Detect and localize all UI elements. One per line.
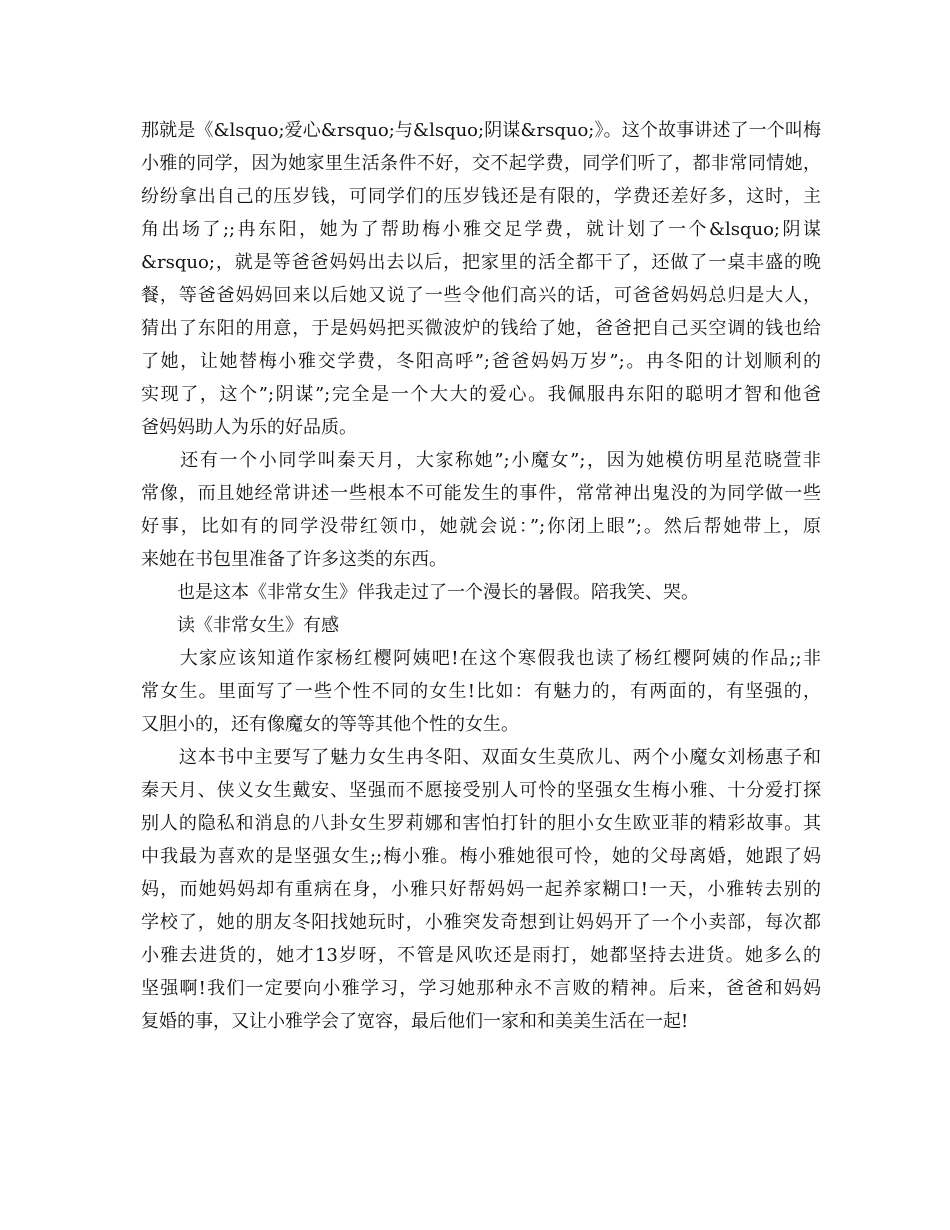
document-body bbox=[141, 114, 821, 1038]
text-line: 又胆小的，还有像魔女的等等其他个性的女生。 bbox=[141, 714, 519, 735]
text-line: 猜出了东阳的用意，于是妈妈把买微波炉的钱给了她，爸爸把自己买空调的钱也给 bbox=[141, 318, 821, 339]
text-line: 小雅的同学，因为她家里生活条件不好，交不起学费，同学们听了，都非常同情她， bbox=[141, 153, 821, 174]
text-line: 常女生。里面写了一些个性不同的女生!比如：有魅力的，有两面的，有坚强的， bbox=[141, 681, 821, 702]
text-line: 别人的隐私和消息的八卦女生罗莉娜和害怕打针的胆小女生欧亚菲的精彩故事。其 bbox=[141, 813, 821, 834]
text-line: 大家应该知道作家杨红樱阿姨吧!在这个寒假我也读了杨红樱阿姨的作品;;非 bbox=[141, 648, 821, 669]
text-line: 实现了，这个”;阴谋”;完全是一个大大的爱心。我佩服冉东阳的聪明才智和他爸 bbox=[141, 384, 821, 405]
text-line: 秦天月、侠义女生戴安、坚强而不愿接受别人可怜的坚强女生梅小雅、十分爱打探 bbox=[141, 780, 821, 801]
text-line: 复婚的事，又让小雅学会了宽容，最后他们一家和和美美生活在一起! bbox=[141, 1011, 689, 1032]
text-line: 小雅去进货的，她才13岁呀，不管是风吹还是雨打，她都坚持去进货。她多么的 bbox=[141, 945, 821, 966]
text-line: 这本书中主要写了魅力女生冉冬阳、双面女生莫欣儿、两个小魔女刘杨惠子和 bbox=[141, 747, 821, 768]
text-line: 来她在书包里准备了许多这类的东西。 bbox=[141, 549, 447, 570]
text-line: 那就是《&lsquo;爱心&rsquo;与&lsquo;阴谋&rsquo;》。这个故事讲述了一个叫梅 bbox=[141, 120, 821, 141]
text-line: 也是这本《非常女生》伴我走过了一个漫长的暑假。陪我笑、哭。 bbox=[141, 582, 699, 603]
text-line: 还有一个小同学叫秦天月，大家称她”;小魔女”;，因为她模仿明星范晓萱非 bbox=[141, 450, 821, 471]
text-line: 纷纷拿出自己的压岁钱，可同学们的压岁钱还是有限的，学费还差好多，这时，主 bbox=[141, 186, 821, 207]
text-line: 餐，等爸爸妈妈回来以后她又说了一些令他们高兴的话，可爸爸妈妈总归是大人， bbox=[141, 285, 821, 306]
text-line: 了她，让她替梅小雅交学费，冬阳高呼”;爸爸妈妈万岁”;。冉冬阳的计划顺利的 bbox=[141, 351, 821, 372]
text-line: &rsquo;，就是等爸爸妈妈出去以后，把家里的活全都干了，还做了一桌丰盛的晚 bbox=[141, 252, 821, 273]
section-heading: 读《非常女生》有感 bbox=[141, 615, 339, 636]
text-line: 角出场了;;冉东阳，她为了帮助梅小雅交足学费，就计划了一个&lsquo;阴谋 bbox=[141, 219, 821, 240]
text-line: 妈，而她妈妈却有重病在身，小雅只好帮妈妈一起养家糊口!一天，小雅转去别的 bbox=[141, 879, 821, 900]
text-line: 中我最为喜欢的是坚强女生;;梅小雅。梅小雅她很可怜，她的父母离婚，她跟了妈 bbox=[141, 846, 821, 867]
text-line: 学校了，她的朋友冬阳找她玩时，小雅突发奇想到让妈妈开了一个小卖部，每次都 bbox=[141, 912, 821, 933]
text-line: 好事，比如有的同学没带红领巾，她就会说：”;你闭上眼”;。然后帮她带上，原 bbox=[141, 516, 821, 537]
text-line: 坚强啊!我们一定要向小雅学习，学习她那种永不言败的精神。后来，爸爸和妈妈 bbox=[141, 978, 821, 999]
text-line: 常像，而且她经常讲述一些根本不可能发生的事件，常常神出鬼没的为同学做一些 bbox=[141, 483, 821, 504]
text-line: 爸妈妈助人为乐的好品质。 bbox=[141, 417, 357, 438]
